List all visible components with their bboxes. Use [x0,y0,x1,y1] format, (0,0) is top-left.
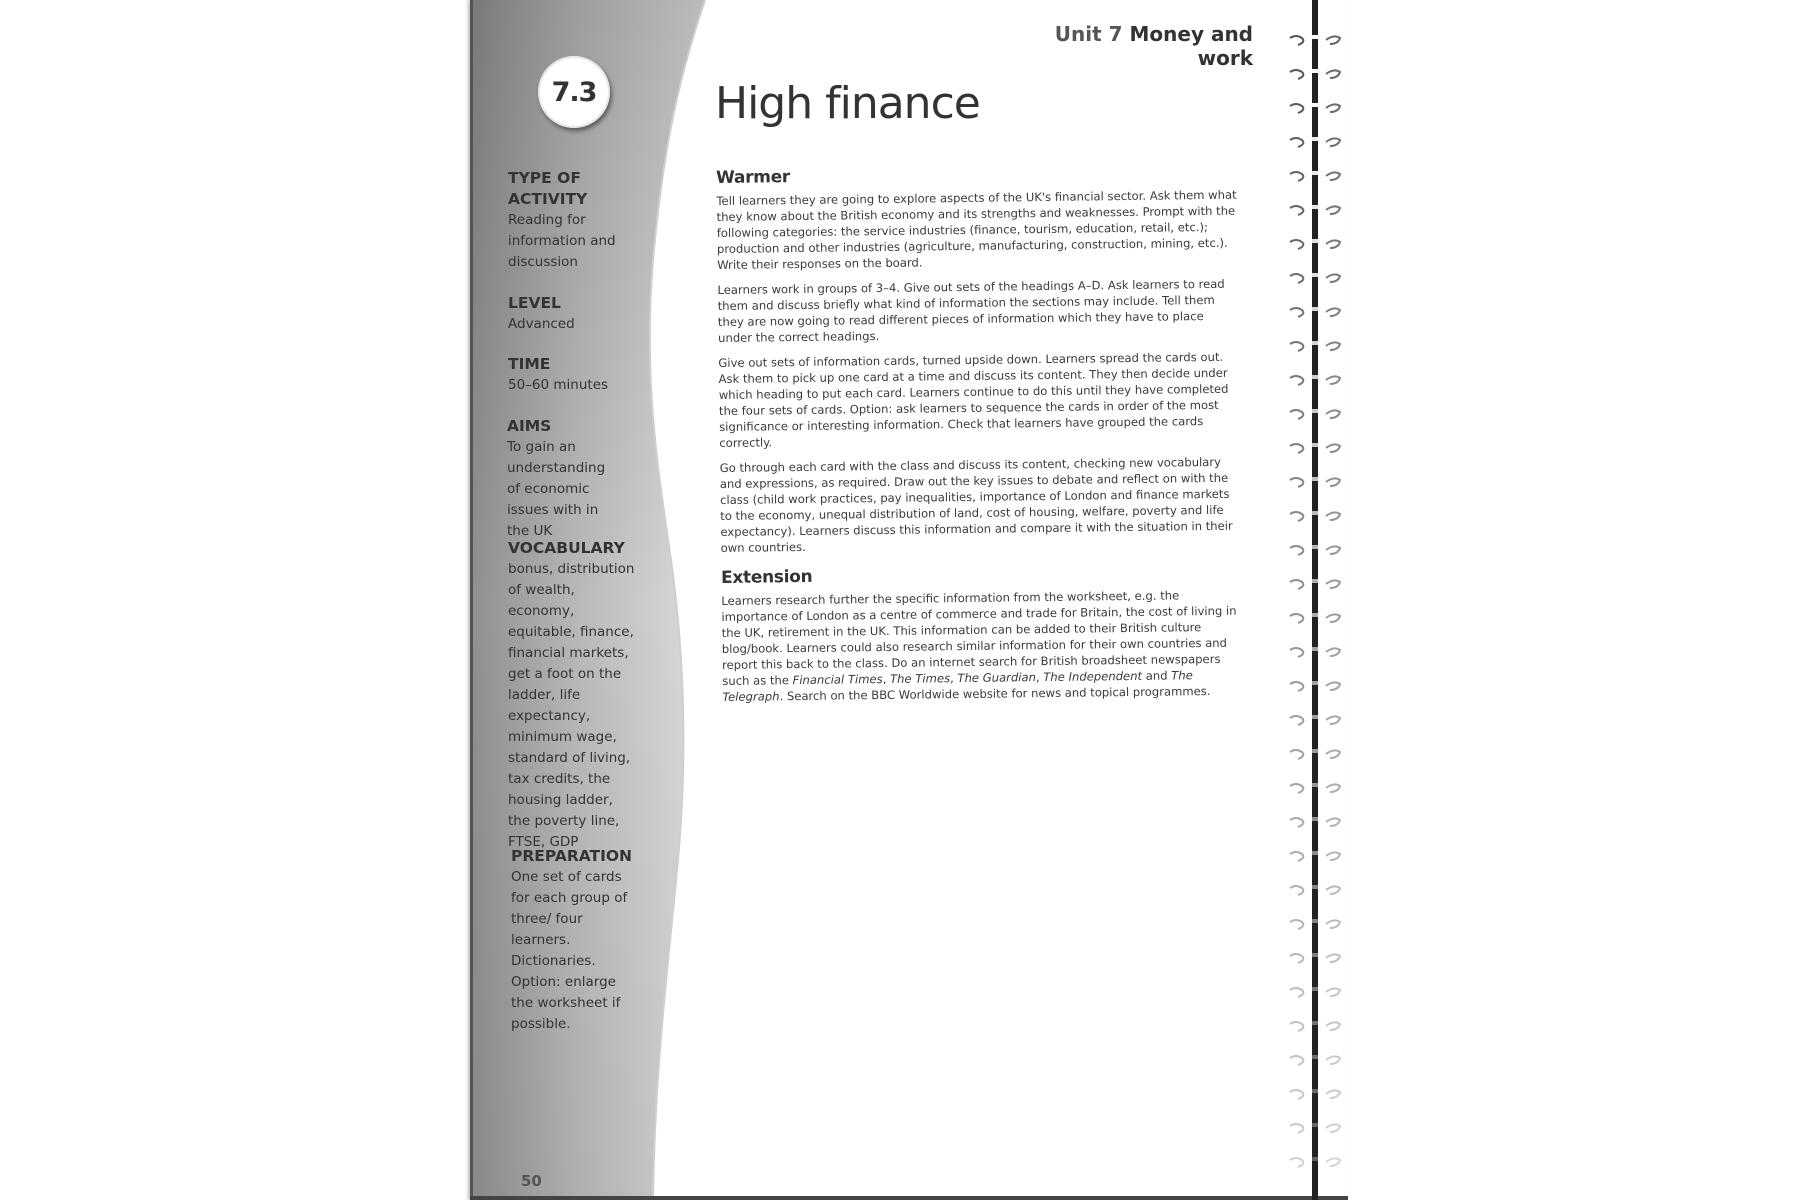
vocabulary-text: bonus, distribution of wealth, economy, equitable, finance, financial markets, get a foot on the ladder, life expectancy, minimum wage, standard of living, tax credits, the housing ladder, the poverty line, FTSE, GDP [508,561,635,850]
unit-name: Money and work [1129,22,1253,70]
level-heading: LEVEL [508,294,561,312]
newspaper-title: The Guardian [957,670,1037,686]
spiral-spine [1312,0,1318,1200]
newspaper-title: The Telegraph [722,668,1193,704]
time-text: 50–60 minutes [508,377,609,393]
aims-heading: AIMS [507,417,552,435]
unit-label: Unit 7 [1054,22,1123,46]
preparation-heading: PREPARATION [511,847,633,865]
page-number: 50 [521,1172,542,1190]
newspaper-title: The Independent [1043,668,1143,685]
extension-paragraph: Learners research further the specific information from the worksheet, e.g. the importance of London as a centre of commerce and trade for Britain, the cost of living in the UK, retirement in the UK. This information can be added to their British culture blog/book. Learners could also research similar information for their own countries and report this back to the class. Do an internet search for British broadsheet newspapers such as the Financial Times, The Times, The Guardian, The Independent and The Telegraph. Search on the BBC Worldwide website for news and topical programmes. [721,588,1237,704]
newspaper-title: The Times [889,671,951,686]
type-of-activity-heading: TYPE OF ACTIVITY [508,169,588,208]
newspaper-title: Financial Times [792,672,883,688]
lesson-number: 7.3 [551,76,597,108]
lesson-title: High finance [715,78,980,129]
vocabulary-heading: VOCABULARY [508,539,625,557]
preparation-text: One set of cards for each group of three/ four learners. Dictionaries. Option: enlarge the worksheet if possible. [511,869,628,1032]
extension-heading: Extension [720,566,813,588]
warmer-paragraph: Learners work in groups of 3–4. Give out sets of the headings A–D. Ask learners to read them and discuss briefly what kind of information the sections may include. Tell them they are now going to read different pieces of information which they have to place under the correct headings. [717,276,1225,345]
aims-text: To gain an understanding of economic issues with in the UK [507,439,606,539]
level-text: Advanced [508,316,575,332]
warmer-paragraph: Give out sets of information cards, turned upside down. Learners spread the cards out. Ask them to pick up one card at a time and discuss its content. They then decide under which heading to put each card. Learners continue to do this until they have completed the four sets of cards. Option: ask learners to sequence the cards in order of the most significance or interesting information. Check that learners have grouped the cards correctly. [718,349,1229,450]
type-of-activity-text: Reading for information and discussion [508,212,616,270]
warmer-paragraph: Tell learners they are going to explore aspects of the UK's financial sector. Ask them what they know about the British economy and its strengths and weaknesses. Prompt with the following categories: the service industries (finance, tourism, education, retail, etc.); production and other industries (agriculture, manufacturing, construction, mining, etc.). Write their responses on the board. [716,187,1237,272]
warmer-heading: Warmer [716,167,791,188]
warmer-paragraph: Go through each card with the class and discuss its content, checking new vocabulary and expressions, as required. Draw out the key issues to debate and reflect on with the class (child work practices, pay inequalities, importance of London and finance markets to the economy, unequal distribution of land, cost of housing, welfare, poverty and life expectancy). Learners discuss this information and compare it with the situation in their own countries. [719,454,1233,555]
time-heading: TIME [508,355,551,373]
